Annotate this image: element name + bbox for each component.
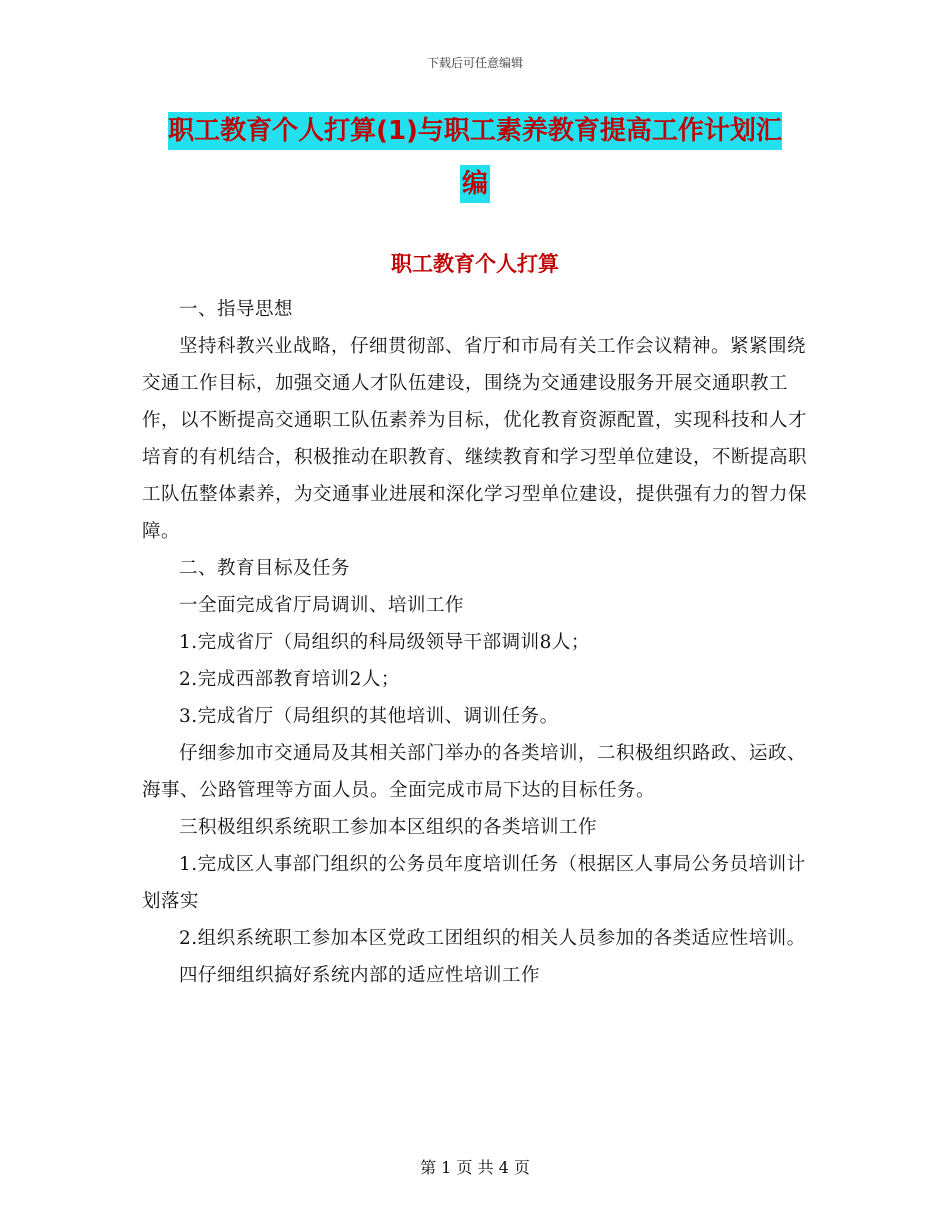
list-item: 1.完成区人事部门组织的公务员年度培训任务（根据区人事局公务员培训计划落实: [142, 854, 806, 912]
page-header: 下载后可任意编辑: [426, 56, 523, 70]
title-line-1: 职工教育个人打算(1)与职工素养教育提高工作计划汇: [168, 112, 782, 150]
paragraph: 三积极组织系统职工参加本区组织的各类培训工作: [179, 817, 598, 838]
paragraph-heading-1: 一、指导思想: [179, 299, 294, 320]
body-text: [142, 291, 808, 994]
title-line-2: 编: [460, 165, 490, 203]
paragraph-heading-2: 二、教育目标及任务: [179, 558, 351, 579]
page-footer: [0, 1155, 950, 1178]
list-item: 3.完成省厅（局组织的其他培训、调训任务。: [179, 706, 559, 727]
list-item: 2.组织系统职工参加本区党政工团组织的相关人员参加的各类适应性培训。: [179, 928, 806, 949]
page-number-label: 第 1 页 共 4 页: [420, 1158, 530, 1177]
list-item: 2.完成西部教育培训2人；: [179, 669, 400, 690]
document-title: [140, 112, 810, 203]
paragraph: 仔细参加市交通局及其相关部门举办的各类培训，二积极组织路政、运政、海事、公路管理等方面人员。全面完成市局下达的目标任务。: [142, 743, 807, 801]
paragraph: 坚持科教兴业战略，仔细贯彻部、省厅和市局有关工作会议精神。紧紧围绕交通工作目标，加强交通人才队伍建设，围绕为交通建设服务开展交通职教工作，以不断提高交通职工队伍素养为目标，优化教育资源配置，实现科技和人才培育的有机结合，积极推动在职教育、继续教育和学习型单位建设，不断提高职工队伍整体素养，为交通事业进展和深化学习型单位建设，提供强有力的智力保障。: [142, 336, 808, 542]
list-item: 1.完成省厅（局组织的科局级领导干部调训8人；: [179, 632, 590, 653]
paragraph: 四仔细组织搞好系统内部的适应性培训工作: [179, 965, 541, 986]
paragraph: 一全面完成省厅局调训、培训工作: [179, 595, 465, 616]
section-subtitle: 职工教育个人打算: [391, 252, 559, 276]
